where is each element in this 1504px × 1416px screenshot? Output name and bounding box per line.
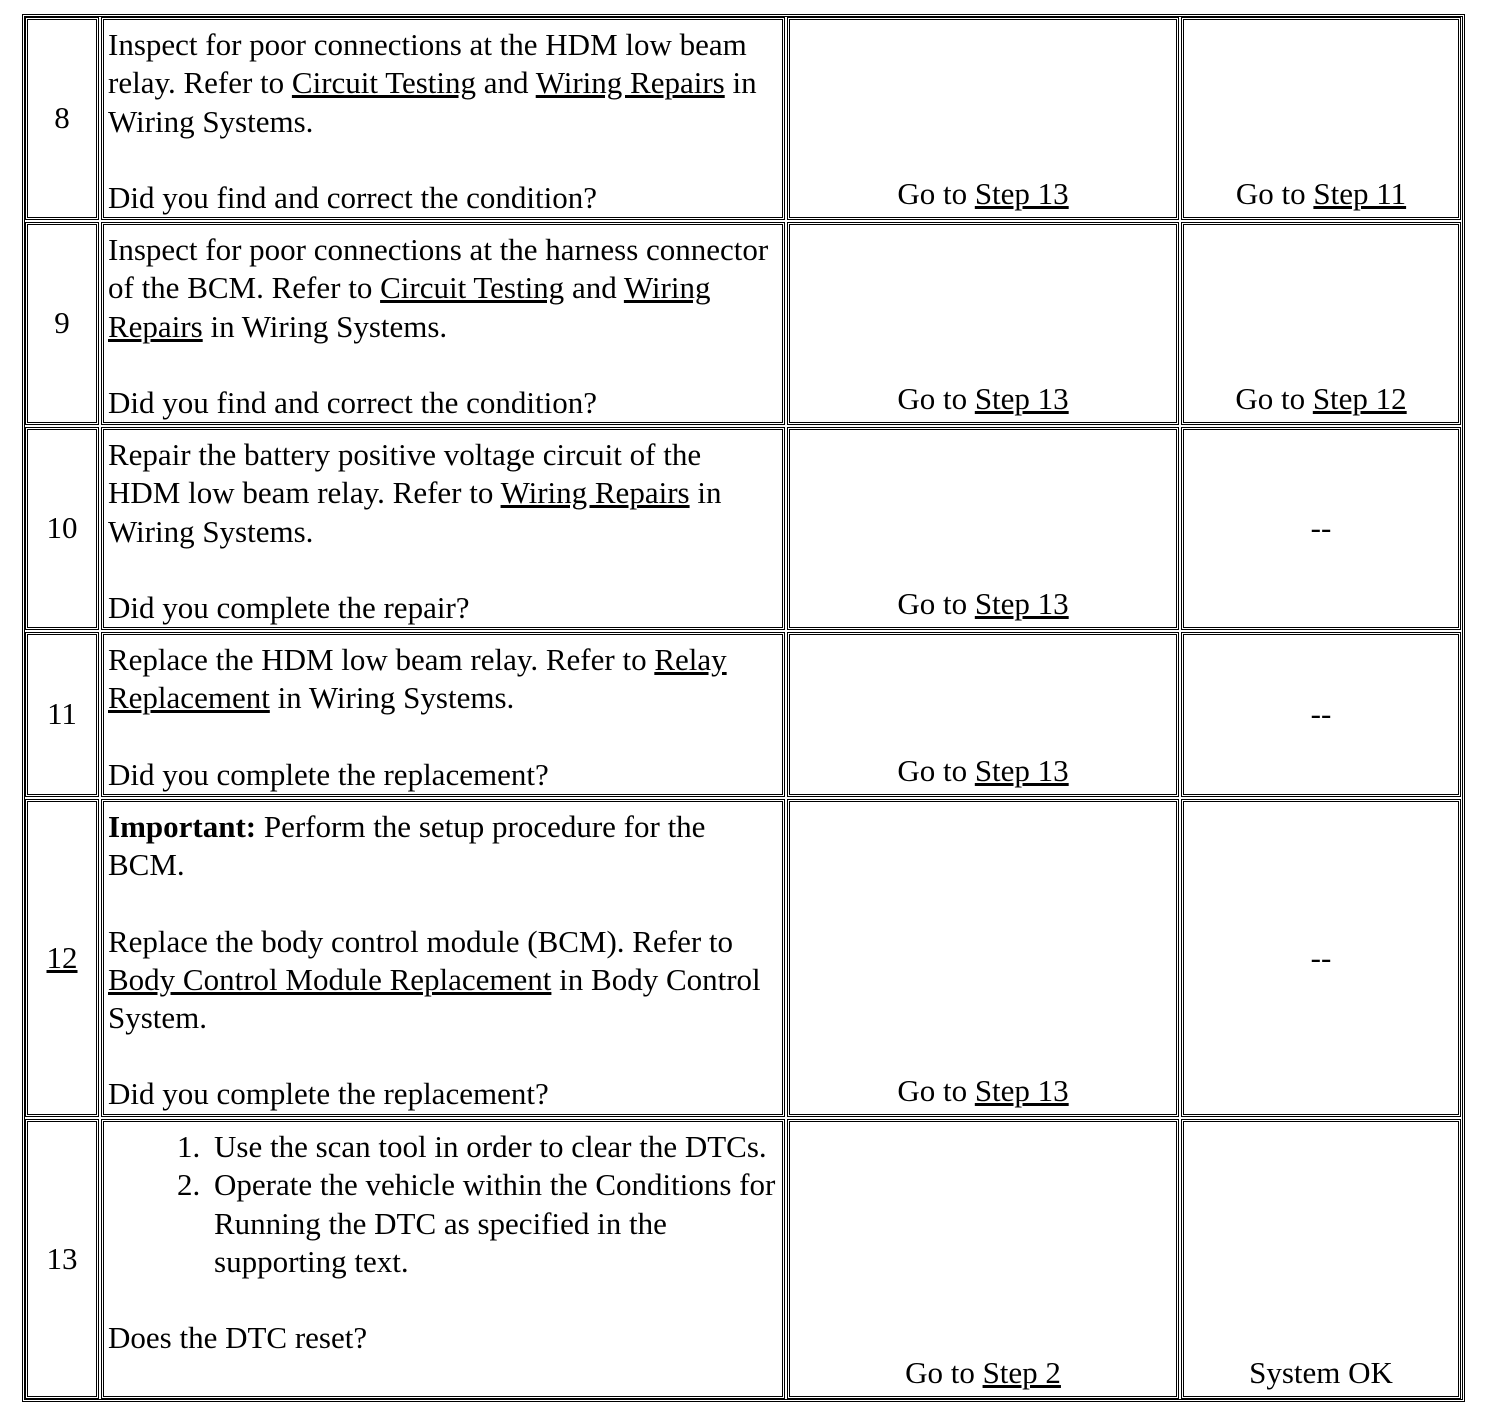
- yes-action: Go to Step 13: [787, 222, 1179, 425]
- bcm-replacement-link[interactable]: Body Control Module Replacement: [108, 961, 552, 997]
- step-description: [101, 632, 785, 797]
- goto-step-link[interactable]: Step 13: [974, 585, 1069, 621]
- no-action: Go to Step 12: [1181, 222, 1461, 425]
- step-question: Did you complete the replacement?: [108, 1076, 549, 1112]
- important-note: Important: Perform the setup procedure for the BCM.: [108, 809, 706, 883]
- no-action: Go to Step 11: [1181, 17, 1461, 220]
- goto-step-link[interactable]: Step 13: [974, 752, 1069, 788]
- goto-step-link[interactable]: Step 13: [974, 380, 1069, 416]
- instruction-text: Repair the battery positive voltage circuit of the HDM low beam relay. Refer to Wiring Repairs in Wiring Systems.: [108, 437, 722, 549]
- wiring-repairs-link[interactable]: Wiring Repairs: [535, 65, 725, 101]
- goto-step-link[interactable]: Step 12: [1312, 380, 1407, 416]
- step-number: 13: [25, 1119, 99, 1399]
- instruction-text: Inspect for poor connections at the harness connector of the BCM. Refer to Circuit Testing and Wiring Repairs in Wiring Systems.: [108, 232, 769, 344]
- step-number: 8: [25, 17, 99, 220]
- wiring-repairs-link[interactable]: Wiring Repairs: [108, 270, 711, 344]
- step-description: [101, 799, 785, 1117]
- step-question: Did you complete the repair?: [108, 589, 470, 625]
- circuit-testing-link[interactable]: Circuit Testing: [291, 65, 477, 101]
- instruction-text: Replace the HDM low beam relay. Refer to Relay Replacement in Wiring Systems.: [108, 642, 727, 716]
- step-question: Does the DTC reset?: [108, 1320, 368, 1356]
- no-action: --: [1181, 799, 1461, 1117]
- step-question: Did you find and correct the condition?: [108, 384, 597, 420]
- goto-step-link[interactable]: Step 11: [1313, 175, 1407, 211]
- no-action: System OK: [1181, 1119, 1461, 1399]
- step-question: Did you find and correct the condition?: [108, 179, 597, 215]
- wiring-repairs-link[interactable]: Wiring Repairs: [500, 475, 690, 511]
- procedure-list: [108, 1128, 780, 1281]
- goto-step-link[interactable]: Step 13: [974, 175, 1069, 211]
- yes-action: Go to Step 13: [787, 17, 1179, 220]
- yes-action: Go to Step 13: [787, 799, 1179, 1117]
- step-question: Did you complete the replacement?: [108, 756, 549, 792]
- step-number: 10: [25, 427, 99, 630]
- step-description: [101, 222, 785, 425]
- step-number: 11: [25, 632, 99, 797]
- goto-step-link[interactable]: Step 2: [982, 1354, 1061, 1390]
- instruction-text: Inspect for poor connections at the HDM low beam relay. Refer to Circuit Testing and Wiring Repairs in Wiring Systems.: [108, 27, 757, 139]
- step-description: [101, 427, 785, 630]
- step-number: 9: [25, 222, 99, 425]
- step-description: [101, 1119, 785, 1399]
- step-12-link[interactable]: 12: [46, 939, 78, 975]
- yes-action: Go to Step 13: [787, 632, 1179, 797]
- no-action: --: [1181, 632, 1461, 797]
- list-item: 2. Operate the vehicle within the Conditions for Running the DTC as specified in the supporting text.: [208, 1166, 780, 1281]
- step-number: [25, 799, 99, 1117]
- list-item: 1. Use the scan tool in order to clear the DTCs.: [208, 1128, 780, 1166]
- instruction-text: Replace the body control module (BCM). Refer to Body Control Module Replacement in Body Control System.: [108, 923, 761, 1036]
- yes-action: Go to Step 13: [787, 427, 1179, 630]
- no-action: --: [1181, 427, 1461, 630]
- circuit-testing-link[interactable]: Circuit Testing: [380, 270, 565, 306]
- step-description: [101, 17, 785, 220]
- relay-replacement-link[interactable]: Relay Replacement: [108, 642, 727, 716]
- goto-step-link[interactable]: Step 13: [974, 1072, 1069, 1108]
- yes-action: Go to Step 2: [787, 1119, 1179, 1399]
